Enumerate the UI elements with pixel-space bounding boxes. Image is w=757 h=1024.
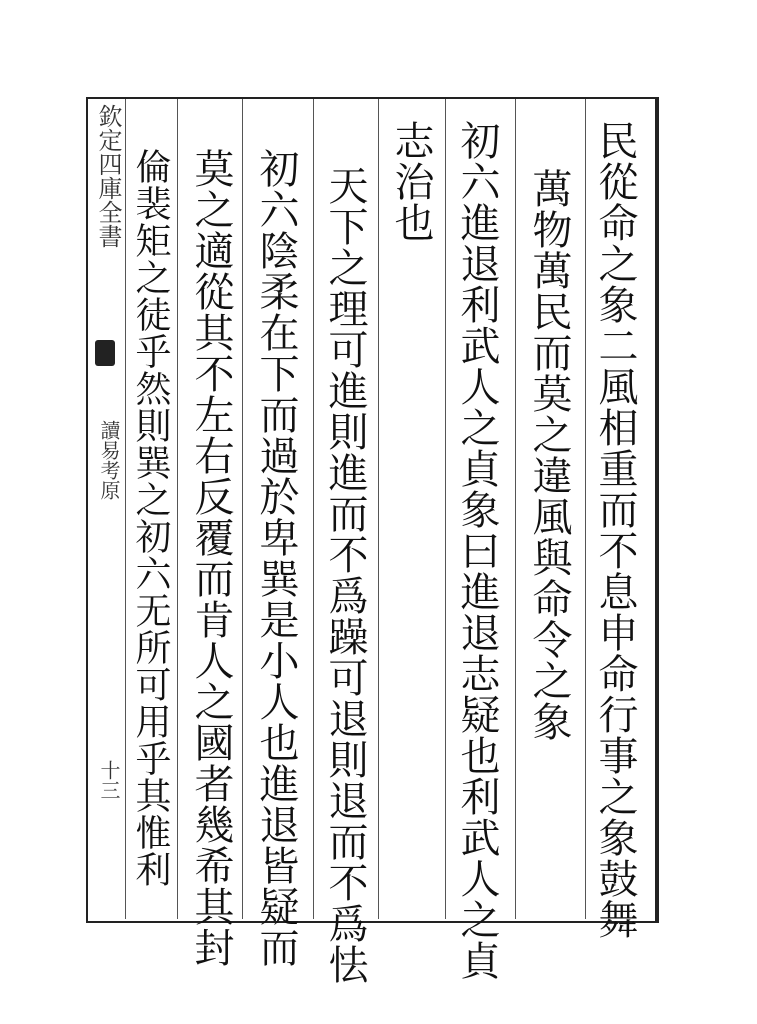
page-frame (88, 97, 658, 923)
text-column-1: 民從命之象二風相重而不息申命行事之象鼓舞 (592, 120, 638, 940)
column-divider (242, 99, 243, 919)
column-divider (515, 99, 516, 919)
margin-book-title: 欽定四庫全書 (94, 104, 122, 248)
text-column-3: 初六進退利武人之貞象曰進退志疑也利武人之貞 (454, 120, 500, 981)
column-divider (445, 99, 446, 919)
frame-left-border (86, 97, 88, 923)
text-column-5: 天下之理可進則進而不爲躁可退則退而不爲怯 (322, 165, 368, 985)
frame-right-border (655, 97, 659, 923)
text-column-7: 莫之適從其不左右反覆而肯人之國者幾希其封 (188, 148, 234, 968)
margin-section-title: 讀易考原 (97, 420, 121, 500)
column-divider (177, 99, 178, 919)
text-column-8: 倫裴矩之徒乎然則巽之初六无所可用乎其惟利 (130, 148, 171, 888)
text-column-4: 志治也 (388, 120, 434, 243)
margin-page-number: 十三 (97, 760, 121, 800)
column-divider (585, 99, 586, 919)
text-column-6: 初六陰柔在下而過於卑巽是小人也進退皆疑而 (253, 148, 299, 968)
ink-smudge (95, 340, 115, 366)
text-column-2: 萬物萬民而莫之違風與命令之象 (526, 168, 572, 742)
column-divider (378, 99, 379, 919)
column-divider (313, 99, 314, 919)
